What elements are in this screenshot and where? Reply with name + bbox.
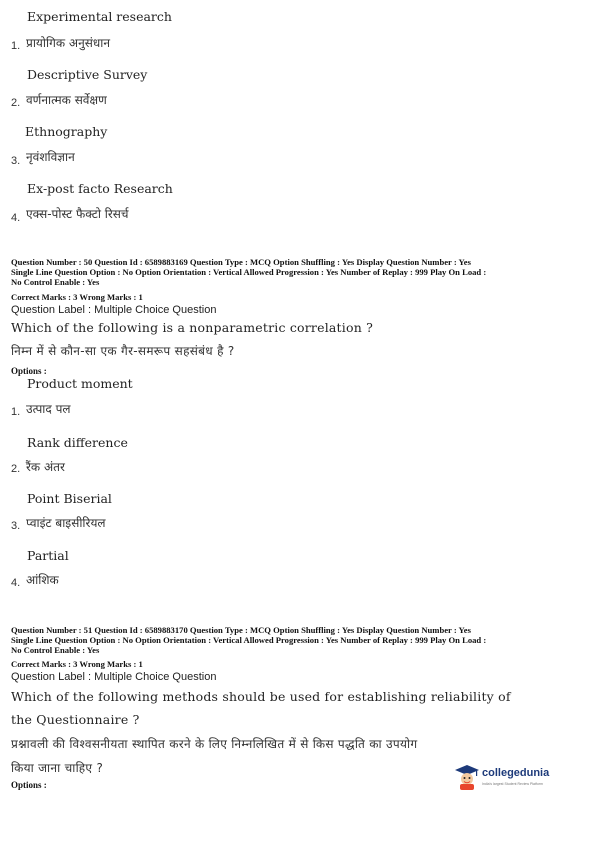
option-2-hindi: रैंक अंतर bbox=[26, 460, 65, 474]
option-4-hindi: आंशिक bbox=[26, 573, 59, 587]
option-3-number: 3. bbox=[11, 520, 21, 532]
option-2-hindi: वर्णनात्मक सर्वेक्षण bbox=[26, 93, 107, 107]
question-meta-line-2: Single Line Question Option : No Option Orientation : Vertical Allowed Progression : Yes Number of Replay : 999 Play On Load : bbox=[11, 267, 487, 277]
option-3-hindi: प्वाइंट बाइसीरियल bbox=[26, 516, 106, 530]
option-2-english: Descriptive Survey bbox=[27, 67, 148, 82]
option-3-english: Ethnography bbox=[25, 124, 108, 139]
option-4-english: Partial bbox=[27, 548, 69, 563]
question-text-english: Which of the following is a nonparametric correlation ? bbox=[11, 320, 374, 335]
question-text-hindi-line-2: किया जाना चाहिए ? bbox=[11, 761, 104, 775]
option-3-english: Point Biserial bbox=[27, 491, 112, 506]
option-1-number: 1. bbox=[11, 40, 21, 52]
question-text-hindi: निम्न में से कौन-सा एक गैर-समरूप सहसंबंध है ? bbox=[11, 344, 235, 358]
option-1-hindi: प्रायोगिक अनुसंधान bbox=[26, 36, 110, 50]
option-1-number: 1. bbox=[11, 406, 21, 418]
option-3-hindi: नृवंशविज्ञान bbox=[26, 150, 75, 164]
question-text-english-line-2: the Questionnaire ? bbox=[11, 712, 140, 727]
option-4-english: Ex-post facto Research bbox=[27, 181, 173, 196]
question-marks: Correct Marks : 3 Wrong Marks : 1 bbox=[11, 292, 143, 302]
question-text-english-line-1: Which of the following methods should be used for establishing reliability of bbox=[11, 689, 511, 704]
option-2-number: 2. bbox=[11, 463, 21, 475]
options-label: Options : bbox=[11, 780, 47, 790]
option-4-hindi: एक्स-पोस्ट फैक्टो रिसर्च bbox=[26, 207, 129, 221]
question-label: Question Label : Multiple Choice Question bbox=[11, 304, 217, 316]
question-meta-line-2: Single Line Question Option : No Option Orientation : Vertical Allowed Progression : Yes Number of Replay : 999 Play On Load : bbox=[11, 635, 487, 645]
option-1-hindi: उत्पाद पल bbox=[26, 402, 71, 416]
question-meta-line-1: Question Number : 50 Question Id : 6589883169 Question Type : MCQ Option Shuffling : Yes Display Question Number : Yes bbox=[11, 257, 471, 267]
question-label: Question Label : Multiple Choice Question bbox=[11, 671, 217, 683]
option-4-number: 4. bbox=[11, 212, 21, 224]
question-meta-line-3: No Control Enable : Yes bbox=[11, 277, 100, 287]
question-meta-line-3: No Control Enable : Yes bbox=[11, 645, 100, 655]
option-3-number: 3. bbox=[11, 155, 21, 167]
collegedunia-watermark bbox=[452, 763, 562, 795]
option-4-number: 4. bbox=[11, 577, 21, 589]
option-1-english: Experimental research bbox=[27, 9, 172, 24]
brand-tagline: India's largest Student Review Platform bbox=[482, 782, 543, 786]
options-label: Options : bbox=[11, 366, 47, 376]
option-2-number: 2. bbox=[11, 97, 21, 109]
option-2-english: Rank difference bbox=[27, 435, 128, 450]
option-1-english: Product moment bbox=[27, 376, 133, 391]
brand-name: collegedunia bbox=[482, 767, 550, 779]
question-marks: Correct Marks : 3 Wrong Marks : 1 bbox=[11, 659, 143, 669]
graduate-mascot-icon bbox=[454, 763, 480, 791]
question-meta-line-1: Question Number : 51 Question Id : 6589883170 Question Type : MCQ Option Shuffling : Yes Display Question Number : Yes bbox=[11, 625, 471, 635]
question-text-hindi-line-1: प्रश्नावली की विश्वसनीयता स्थापित करने के लिए निम्नलिखित में से किस पद्धति का उपयोग bbox=[11, 737, 418, 751]
